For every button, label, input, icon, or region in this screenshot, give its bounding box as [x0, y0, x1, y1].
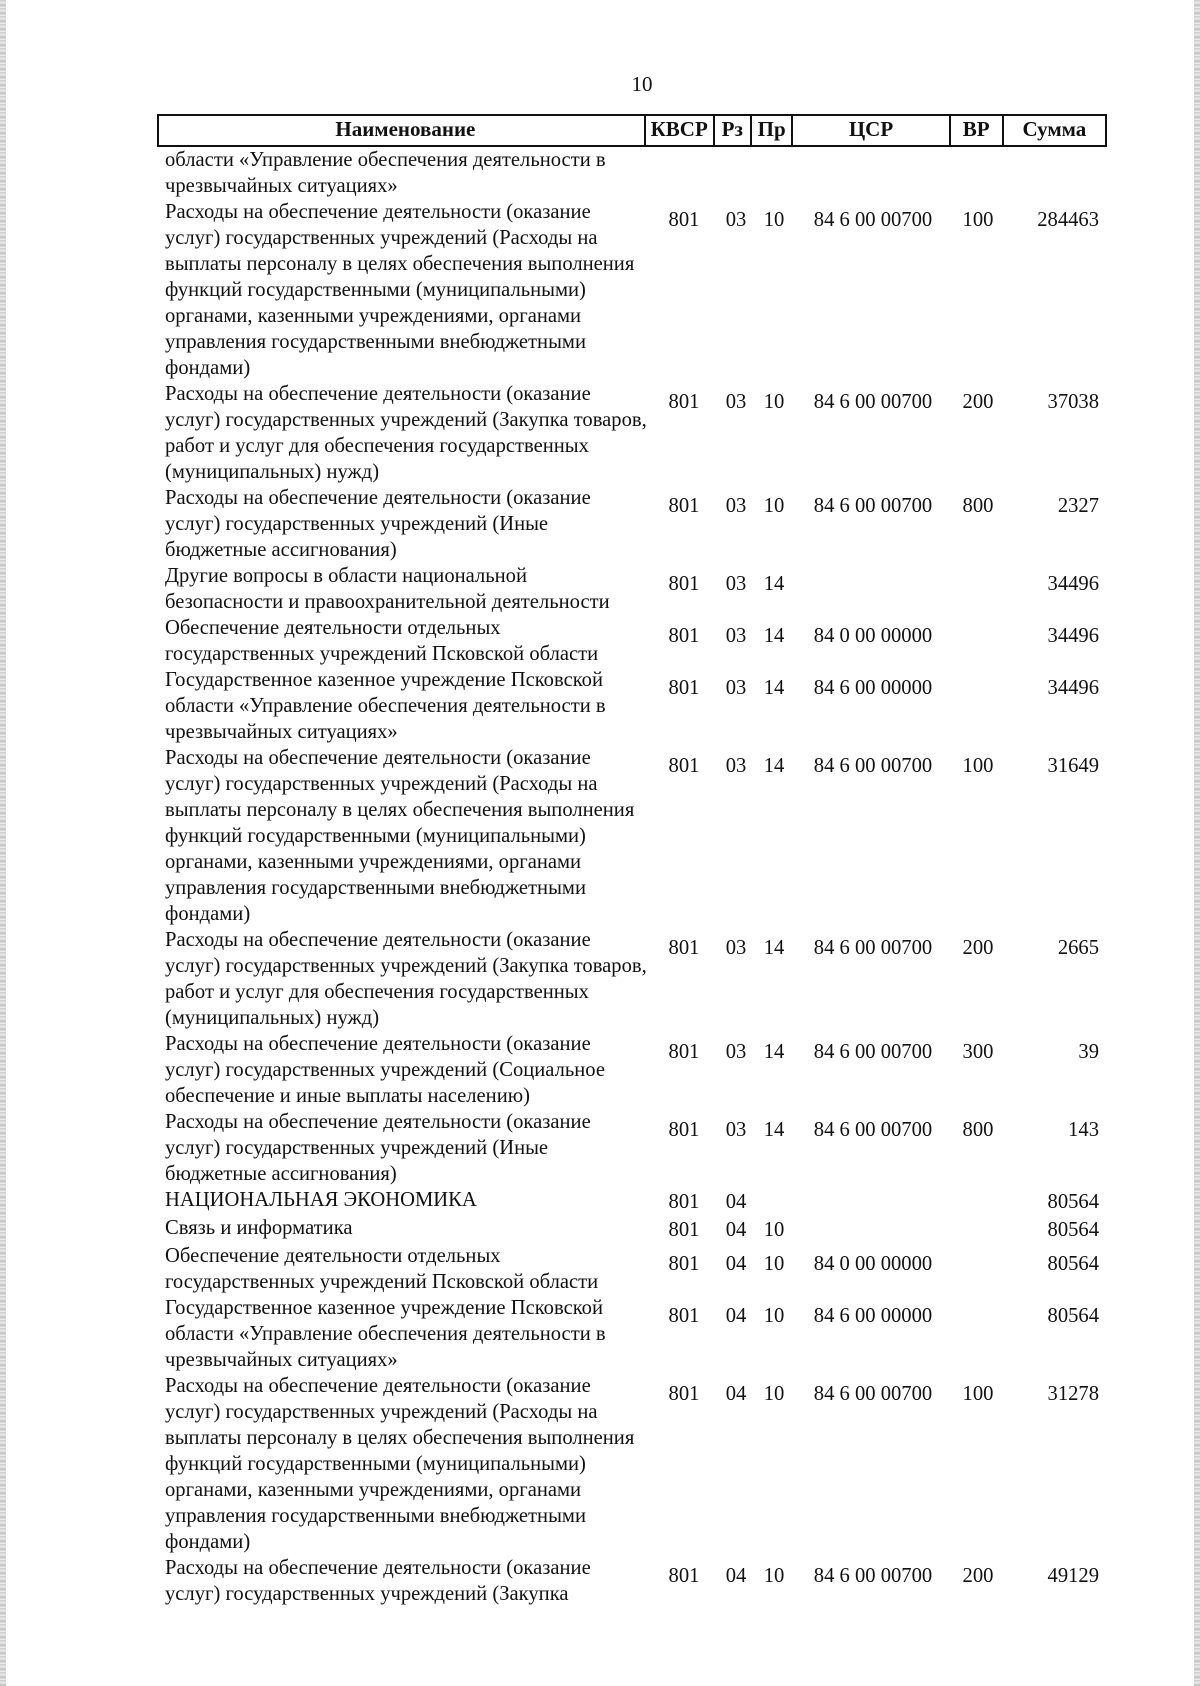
cell-kvsr: 801: [668, 209, 700, 231]
cell-rz: 04: [725, 1253, 747, 1275]
cell-pr: 10: [763, 1383, 785, 1405]
table-row: [157, 485, 1107, 563]
table-row: [157, 1109, 1107, 1187]
cell-sum: 49129: [1047, 1565, 1099, 1587]
cell-pr: 10: [763, 209, 785, 231]
cell-name: Расходы на обеспечение деятельности (оказание услуг) государственных учреждений (Иные бюджетные ассигнования): [165, 487, 591, 561]
cell-pr: 14: [763, 573, 785, 595]
cell-vr: 100: [962, 209, 994, 231]
cell-sum: 39: [1078, 1041, 1099, 1063]
cell-sum: 34496: [1047, 677, 1099, 699]
cell-vr: 800: [962, 1119, 994, 1141]
scan-edge-left: [0, 0, 6, 1686]
cell-pr: 14: [763, 677, 785, 699]
cell-rz: 03: [725, 209, 747, 231]
cell-name: Расходы на обеспечение деятельности (оказание услуг) государственных учреждений (Социальное обеспечение и иные выплаты населению): [165, 1033, 605, 1107]
cell-rz: 03: [725, 1119, 747, 1141]
cell-pr: 14: [763, 625, 785, 647]
cell-kvsr: [650, 147, 718, 199]
cell-vr: [952, 1215, 1004, 1243]
cell-pr: 14: [763, 1119, 785, 1141]
cell-csr: 84 6 00 00700: [813, 1041, 933, 1063]
cell-csr: 84 6 00 00700: [813, 1383, 933, 1405]
cell-rz: 04: [725, 1383, 747, 1405]
table-row: [157, 147, 1107, 199]
cell-vr: 200: [962, 1565, 994, 1587]
cell-rz: 04: [725, 1305, 747, 1327]
cell-kvsr: 801: [668, 1383, 700, 1405]
header-sum: Сумма: [1002, 116, 1105, 145]
cell-pr: [754, 1187, 794, 1215]
cell-sum: 80564: [1047, 1305, 1099, 1327]
cell-rz: 03: [725, 391, 747, 413]
cell-rz: 03: [725, 677, 747, 699]
cell-sum: 31278: [1047, 1383, 1099, 1405]
table-row: [157, 1373, 1107, 1555]
cell-csr: 84 0 00 00000: [813, 1253, 933, 1275]
header-name: Наименование: [335, 117, 476, 141]
table-row: [157, 563, 1107, 615]
cell-rz: 04: [725, 1219, 747, 1241]
cell-pr: 10: [763, 1565, 785, 1587]
cell-kvsr: 801: [668, 391, 700, 413]
cell-name: Обеспечение деятельности отдельных государственных учреждений Псковской области: [165, 617, 599, 665]
cell-kvsr: 801: [668, 1253, 700, 1275]
cell-csr: 84 6 00 00000: [813, 677, 933, 699]
cell-kvsr: 801: [668, 1565, 700, 1587]
cell-vr: [952, 1187, 1004, 1215]
cell-sum: 34496: [1047, 625, 1099, 647]
cell-kvsr: 801: [668, 1191, 700, 1213]
cell-name: Другие вопросы в области национальной безопасности и правоохранительной деятельности: [165, 565, 610, 613]
cell-sum: 80564: [1047, 1219, 1099, 1241]
header-pr: Пр: [750, 116, 791, 145]
cell-sum: 2327: [1057, 495, 1099, 517]
cell-sum: 37038: [1047, 391, 1099, 413]
cell-name: Государственное казенное учреждение Псковской области «Управление обеспечения деятельности в чрезвычайных ситуациях»: [165, 669, 606, 743]
cell-kvsr: 801: [668, 755, 700, 777]
cell-vr: 100: [962, 1383, 994, 1405]
page-number: 10: [631, 72, 653, 96]
cell-name: Расходы на обеспечение деятельности (оказание услуг) государственных учреждений (Расходы на выплаты персоналу в целях обеспечения выполнения функций государственными (муниципальными) органами, казенными учреждениями, органами управления государственными внебюджетными фондами): [165, 201, 635, 379]
cell-rz: 03: [725, 495, 747, 517]
cell-rz: 03: [725, 573, 747, 595]
cell-sum: 34496: [1047, 573, 1099, 595]
cell-vr: 200: [962, 937, 994, 959]
cell-csr: 84 6 00 00700: [813, 391, 933, 413]
cell-sum: 31649: [1047, 755, 1099, 777]
cell-rz: 03: [725, 755, 747, 777]
table-body: [157, 147, 1107, 1607]
header-csr: ЦСР: [791, 116, 948, 145]
cell-kvsr: 801: [668, 1305, 700, 1327]
cell-csr: 84 0 00 00000: [813, 625, 933, 647]
cell-rz: 03: [725, 625, 747, 647]
cell-rz: 03: [725, 1041, 747, 1063]
table-row: [157, 199, 1107, 381]
cell-sum: [1004, 147, 1107, 199]
cell-csr: 84 6 00 00700: [813, 495, 933, 517]
table-row: [157, 1295, 1107, 1373]
cell-kvsr: 801: [668, 625, 700, 647]
cell-rz: 04: [725, 1565, 747, 1587]
cell-pr: [754, 147, 794, 199]
cell-sum: 143: [1068, 1119, 1099, 1141]
cell-name: Расходы на обеспечение деятельности (оказание услуг) государственных учреждений (Закупка товаров, работ и услуг для обеспечения государственных (муниципальных) нужд): [165, 383, 647, 483]
table-row: [157, 1187, 1107, 1215]
cell-name: Обеспечение деятельности отдельных государственных учреждений Псковской области: [165, 1245, 599, 1293]
cell-csr: [794, 1215, 952, 1243]
scan-edge-right: [1194, 0, 1200, 1686]
cell-name: Связь и информатика: [165, 1217, 353, 1239]
cell-csr: 84 6 00 00700: [813, 937, 933, 959]
cell-name: Расходы на обеспечение деятельности (оказание услуг) государственных учреждений (Расходы на выплаты персоналу в целях обеспечения выполнения функций государственными (муниципальными) органами, казенными учреждениями, органами управления государственными внебюджетными фондами): [165, 747, 635, 925]
cell-sum: 80564: [1047, 1253, 1099, 1275]
cell-vr: 800: [962, 495, 994, 517]
table-row: [157, 615, 1107, 667]
cell-kvsr: 801: [668, 573, 700, 595]
cell-name: Государственное казенное учреждение Псковской области «Управление обеспечения деятельности в чрезвычайных ситуациях»: [165, 1297, 606, 1371]
cell-csr: 84 6 00 00700: [813, 1565, 933, 1587]
table-row: [157, 1215, 1107, 1243]
cell-rz: 03: [725, 937, 747, 959]
cell-pr: 10: [763, 1219, 785, 1241]
cell-pr: 14: [763, 937, 785, 959]
cell-csr: 84 6 00 00700: [813, 209, 933, 231]
table-row: [157, 927, 1107, 1031]
table-row: [157, 667, 1107, 745]
cell-name: Расходы на обеспечение деятельности (оказание услуг) государственных учреждений (Расходы на выплаты персоналу в целях обеспечения выполнения функций государственными (муниципальными) органами, казенными учреждениями, органами управления государственными внебюджетными фондами): [165, 1375, 635, 1553]
table-row: [157, 1243, 1107, 1295]
cell-kvsr: 801: [668, 1219, 700, 1241]
header-rz: Рз: [713, 116, 750, 145]
cell-csr: [794, 147, 952, 199]
cell-pr: 10: [763, 1253, 785, 1275]
cell-kvsr: 801: [668, 937, 700, 959]
cell-pr: 14: [763, 1041, 785, 1063]
cell-vr: [952, 147, 1004, 199]
cell-sum: 2665: [1057, 937, 1099, 959]
table-row: [157, 1031, 1107, 1109]
header-vr: ВР: [949, 116, 1002, 145]
cell-vr: [952, 563, 1004, 615]
cell-name: Расходы на обеспечение деятельности (оказание услуг) государственных учреждений (Иные бюджетные ассигнования): [165, 1111, 591, 1185]
cell-rz: 04: [725, 1191, 747, 1213]
cell-vr: [952, 615, 1004, 667]
cell-vr: 300: [962, 1041, 994, 1063]
cell-kvsr: 801: [668, 1041, 700, 1063]
cell-name: Расходы на обеспечение деятельности (оказание услуг) государственных учреждений (Закупка товаров, работ и услуг для обеспечения государственных (муниципальных) нужд): [165, 929, 647, 1029]
cell-pr: 10: [763, 495, 785, 517]
table-row: [157, 381, 1107, 485]
cell-sum: 284463: [1037, 209, 1099, 231]
cell-csr: [794, 1187, 952, 1215]
cell-vr: [952, 1243, 1004, 1295]
header-kvsr: КВСР: [644, 116, 713, 145]
cell-csr: 84 6 00 00000: [813, 1305, 933, 1327]
cell-csr: 84 6 00 00700: [813, 1119, 933, 1141]
cell-csr: [794, 563, 952, 615]
cell-kvsr: 801: [668, 495, 700, 517]
cell-name: НАЦИОНАЛЬНАЯ ЭКОНОМИКА: [165, 1189, 477, 1211]
cell-rz: [718, 147, 754, 199]
cell-kvsr: 801: [668, 677, 700, 699]
cell-pr: 10: [763, 391, 785, 413]
cell-name: Расходы на обеспечение деятельности (оказание услуг) государственных учреждений (Закупка: [165, 1557, 591, 1605]
table-row: [157, 745, 1107, 927]
table-row: [157, 1555, 1107, 1607]
cell-name: области «Управление обеспечения деятельности в чрезвычайных ситуациях»: [165, 149, 606, 197]
cell-kvsr: 801: [668, 1119, 700, 1141]
cell-vr: [952, 667, 1004, 745]
budget-table: [157, 114, 1107, 1607]
cell-sum: 80564: [1047, 1191, 1099, 1213]
cell-pr: 14: [763, 755, 785, 777]
cell-csr: 84 6 00 00700: [813, 755, 933, 777]
table-header: [157, 114, 1107, 147]
cell-vr: [952, 1295, 1004, 1373]
cell-vr: 100: [962, 755, 994, 777]
cell-vr: 200: [962, 391, 994, 413]
cell-pr: 10: [763, 1305, 785, 1327]
